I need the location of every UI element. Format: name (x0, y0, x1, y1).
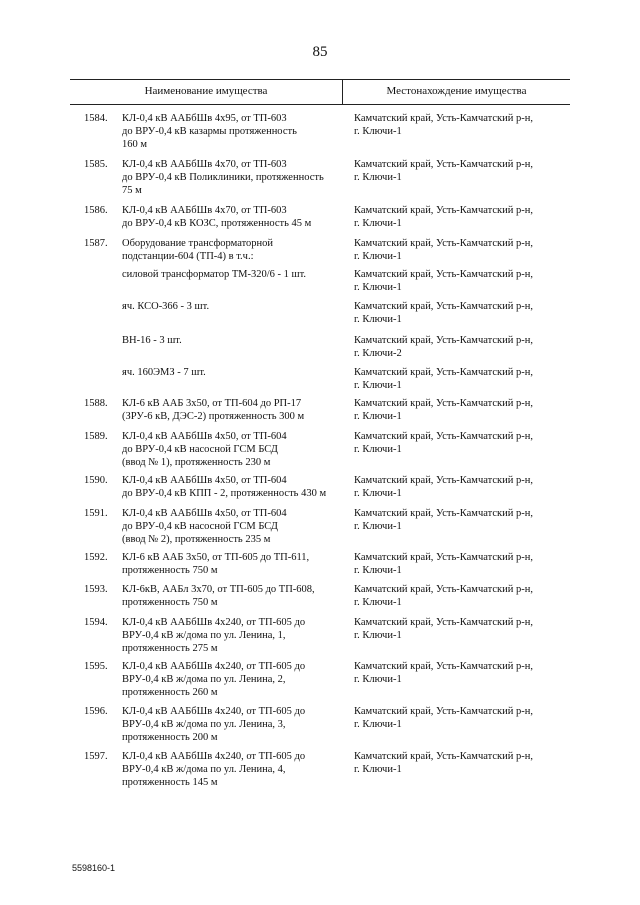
table-row (0, 660, 554, 699)
table-row (0, 397, 554, 423)
property-location: Камчатский край, Усть-Камчатский р-н, г. Ключи-1 (354, 398, 533, 422)
property-location: Камчатский край, Усть-Камчатский р-н, г. Ключи-1 (354, 617, 533, 641)
property-location: Камчатский край, Усть-Камчатский р-н, г. Ключи-1 (354, 238, 533, 262)
table-header (70, 79, 570, 105)
property-location: Камчатский край, Усть-Камчатский р-н, г. Ключи-1 (354, 301, 533, 325)
property-location: Камчатский край, Усть-Камчатский р-н, г. Ключи-1 (354, 508, 533, 532)
property-location: Камчатский край, Усть-Камчатский р-н, г. Ключи-1 (354, 367, 533, 391)
property-name: КЛ-6 кВ ААБ 3х50, от ТП-605 до ТП-611, протяженность 750 м (122, 552, 310, 576)
row-number (0, 366, 122, 392)
table-row (0, 583, 554, 609)
property-name: КЛ-0,4 кВ ААБбШв 4х240, от ТП-605 до ВРУ-0,4 кВ ж/дома по ул. Ленина, 1, протяженность 275 м (122, 617, 306, 654)
table-row (0, 237, 554, 263)
property-name: КЛ-0,4 кВ ААБбШв 4х95, от ТП-603 до ВРУ-0,4 кВ казармы протяженность 160 м (122, 113, 297, 150)
table-row (0, 204, 554, 230)
document-code: 5598160-1 (72, 863, 116, 873)
property-name: КЛ-0,4 кВ ААБбШв 4х240, от ТП-605 до ВРУ-0,4 кВ ж/дома по ул. Ленина, 4, протяженность 145 м (122, 751, 306, 788)
property-name: КЛ-0,4 кВ ААБбШв 4х70, от ТП-603 до ВРУ-0,4 кВ Поликлиники, протяженность 75 м (122, 159, 324, 196)
table-row (0, 268, 554, 294)
property-name: ВН-16 - 3 шт. (122, 335, 182, 346)
table-row (0, 334, 554, 360)
property-location: Камчатский край, Усть-Камчатский р-н, г. Ключи-1 (354, 113, 533, 137)
row-number: 1587. (84, 238, 108, 249)
row-number: 1597. (84, 751, 108, 762)
column-header-name: Наименование имущества (144, 85, 268, 97)
property-name: КЛ-0,4 кВ ААБбШв 4х240, от ТП-605 до ВРУ-0,4 кВ ж/дома по ул. Ленина, 3, протяженность 200 м (122, 706, 306, 743)
table-row (0, 112, 554, 151)
row-number: 1592. (84, 552, 108, 563)
row-number: 1596. (84, 706, 108, 717)
property-location: Камчатский край, Усть-Камчатский р-н, г. Ключи-1 (354, 431, 533, 455)
row-number: 1588. (84, 398, 108, 409)
property-location: Камчатский край, Усть-Камчатский р-н, г. Ключи-1 (354, 552, 533, 576)
table-row (0, 507, 554, 546)
row-number: 1594. (84, 617, 108, 628)
property-name: яч. 160ЭМЗ - 7 шт. (122, 367, 206, 378)
property-location: Камчатский край, Усть-Камчатский р-н, г. Ключи-1 (354, 706, 533, 730)
table-row (0, 616, 554, 655)
row-number: 1595. (84, 661, 108, 672)
property-name: Оборудование трансформаторной подстанции-604 (ТП-4) в т.ч.: (122, 238, 274, 262)
row-number (0, 268, 122, 294)
property-name: КЛ-0,4 кВ ААБбШв 4х70, от ТП-603 до ВРУ-0,4 кВ КОЗС, протяженность 45 м (122, 205, 312, 229)
table-row (0, 750, 554, 789)
property-location: Камчатский край, Усть-Камчатский р-н, г. Ключи-1 (354, 205, 533, 229)
property-name: КЛ-6 кВ ААБ 3х50, от ТП-604 до РП-17 (ЗРУ-6 кВ, ДЭС-2) протяженность 300 м (122, 398, 305, 422)
page-number: 85 (312, 44, 328, 60)
property-location: Камчатский край, Усть-Камчатский р-н, г. Ключи-1 (354, 661, 533, 685)
row-number: 1589. (84, 431, 108, 442)
property-location: Камчатский край, Усть-Камчатский р-н, г. Ключи-1 (354, 269, 533, 293)
table-row (0, 366, 554, 392)
table-row (0, 300, 554, 326)
property-location: Камчатский край, Усть-Камчатский р-н, г. Ключи-1 (354, 584, 533, 608)
row-number (0, 334, 122, 360)
table-row (0, 551, 554, 577)
column-header-location: Местонахождение имущества (386, 85, 527, 97)
row-number: 1586. (84, 205, 108, 216)
property-name: силовой трансформатор ТМ-320/6 - 1 шт. (122, 269, 307, 280)
property-name: КЛ-0,4 кВ ААБбШв 4х50, от ТП-604 до ВРУ-0,4 кВ насосной ГСМ БСД (ввод № 2), протяженность 235 м (122, 508, 287, 545)
table-row (0, 474, 554, 500)
row-number: 1590. (84, 475, 108, 486)
row-number: 1585. (84, 159, 108, 170)
property-location: Камчатский край, Усть-Камчатский р-н, г. Ключи-2 (354, 335, 533, 359)
property-location: Камчатский край, Усть-Камчатский р-н, г. Ключи-1 (354, 475, 533, 499)
property-name: яч. КСО-366 - 3 шт. (122, 301, 210, 312)
row-number: 1593. (84, 584, 108, 595)
property-name: КЛ-0,4 кВ ААБбШв 4х240, от ТП-605 до ВРУ-0,4 кВ ж/дома по ул. Ленина, 2, протяженность 260 м (122, 661, 306, 698)
property-location: Камчатский край, Усть-Камчатский р-н, г. Ключи-1 (354, 751, 533, 775)
row-number (0, 300, 122, 326)
table-row (0, 158, 554, 197)
table-row (0, 705, 554, 744)
row-number: 1584. (84, 113, 108, 124)
table-row (0, 430, 554, 469)
property-name: КЛ-0,4 кВ ААБбШв 4х50, от ТП-604 до ВРУ-0,4 кВ насосной ГСМ БСД (ввод № 1), протяженность 230 м (122, 431, 287, 468)
property-name: КЛ-0,4 кВ ААБбШв 4х50, от ТП-604 до ВРУ-0,4 кВ КПП - 2, протяженность 430 м (122, 475, 327, 499)
property-location: Камчатский край, Усть-Камчатский р-н, г. Ключи-1 (354, 159, 533, 183)
row-number: 1591. (84, 508, 108, 519)
property-name: КЛ-6кВ, ААБл 3х70, от ТП-605 до ТП-608, протяженность 750 м (122, 584, 315, 608)
